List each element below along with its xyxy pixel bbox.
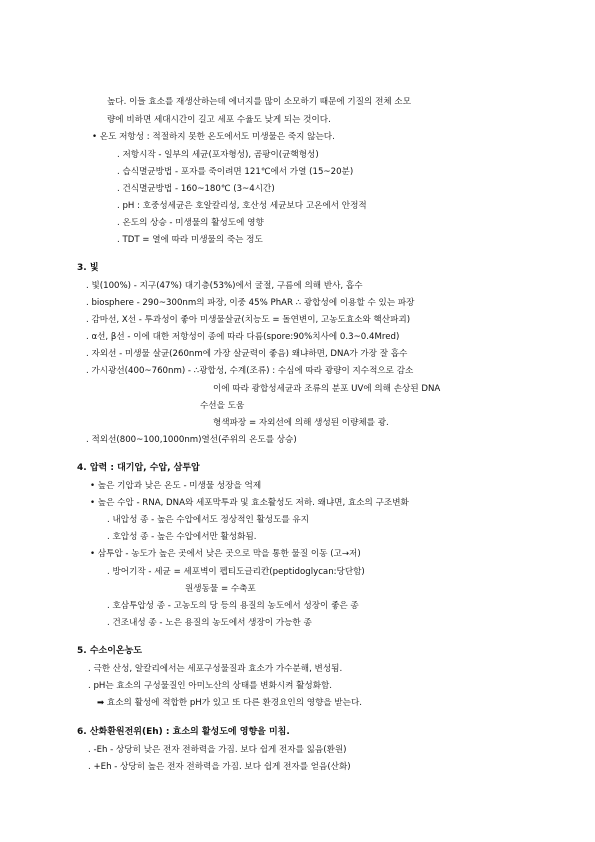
sub-item: . 빛(100%) - 지구(47%) 대기층(53%)에서 굴절, 구름에 의해 반사, 흡수	[86, 281, 363, 291]
sub-item: . 적외선(800~100,1000nm)열선(주위의 온도를 상승)	[86, 435, 297, 445]
bullet-item: • 높은 기압과 낮은 온도 - 미생물 성장을 억제	[90, 481, 262, 491]
sub-item: . biosphere - 290~300nm의 파장, 이중 45% PhAR ∴ 광합성에 이용할 수 있는 파장	[86, 298, 415, 308]
section-heading: 3. 빛	[77, 263, 99, 273]
section-heading: 4. 압력 : 대기압, 수압, 삼투압	[77, 463, 200, 473]
sub-item: . +Eh - 상당히 높은 전자 전하력을 가짐. 보다 쉽게 전자를 얻음(산화)	[88, 762, 351, 772]
sub-item: ➡ 효소의 활성에 적합한 pH가 있고 또 다른 환경요인의 영향을 받는다.	[97, 698, 363, 708]
sub-item: . 자외선 - 미생물 살균(260nm에 가장 살균력이 좋음) 왜냐하면, DNA가 가장 잘 흡수	[86, 349, 408, 359]
sub-item: . 건조내성 종 - 노은 용질의 농도에서 생장이 가능한 종	[107, 618, 312, 628]
sub-item: . TDT = 열에 따라 미생물의 죽는 정도	[117, 235, 263, 245]
bullet-item: • 온도 저항성 : 적절하지 못한 온도에서도 미생물은 죽지 않는다.	[92, 132, 335, 142]
sub-item: . 내압성 종 - 높은 수압에서도 정상적인 활성도를 유지	[107, 515, 310, 525]
sub-item: . -Eh - 상당히 낮은 전자 전하력을 가짐. 보다 쉽게 전자를 잃음(환원)	[88, 745, 347, 755]
bullet-item: • 높은 수압 - RNA, DNA와 세포막투과 및 효소활성도 저하. 왜냐면, 효소의 구조변화	[90, 498, 409, 508]
section-heading: 5. 수소이온농도	[77, 646, 142, 656]
sub-item: . 저항시작 - 일부의 세균(포자형성), 곰팡이(균핵형성)	[117, 150, 319, 160]
sub-item: . 가시광선(400~760nm) - ∴광합성, 수계(조류) : 수심에 따라 광량이 지수적으로 감소	[86, 366, 414, 376]
sub-item: . 습식멸균방법 - 포자를 죽이려면 121℃에서 가열 (15~20분)	[117, 167, 354, 177]
sub-item: . 호삼투압성 종 - 고농도의 당 등의 용질의 농도에서 성장이 좋은 종	[107, 601, 359, 611]
section-heading: 6. 산화환원전위(Eh) : 효소의 활성도에 영향을 미침.	[77, 727, 290, 737]
sub-item: . α선, β선 - 이에 대한 저항성이 종에 따라 다름(spore:90%치사에 0.3~0.4Mred)	[86, 332, 400, 342]
sub-item: . 건식멸균방법 - 160~180℃ (3~4시간)	[117, 184, 275, 194]
sub-item: . 감마선, X선 - 투과성이 좋아 미생물살균(치능도 = 돌연변이, 고농도효소와 핵산파괴)	[86, 315, 411, 325]
sub-item: . 호압성 종 - 높은 수압에서만 활성화됨.	[107, 532, 257, 542]
bullet-item: • 삼투압 - 농도가 높은 곳에서 낮은 곳으로 막을 통한 물질 이동 (고→저)	[90, 549, 361, 559]
continuation-line: 수선을 도움	[200, 401, 245, 411]
sub-item: . pH : 호중성세균은 호알칼리성, 호산성 세균보다 고온에서 안정적	[117, 201, 367, 211]
body-text-line: 높다. 이들 효소를 재생산하는데 에너지를 많이 소모하기 때문에 기질의 전체 소모	[107, 97, 412, 107]
sub-item: . pH는 효소의 구성물질인 아미노산의 상태를 변화시켜 활성화함.	[88, 681, 333, 691]
sub-item: . 극한 산성, 알칼리에서는 세포구성물질과 효소가 가수분해, 변성됨.	[88, 664, 343, 674]
sub-item: . 온도의 상승 - 미생물의 활성도에 영향	[117, 218, 264, 228]
body-text-line: 량에 비하면 세대시간이 길고 세포 수율도 낮게 되는 것이다.	[107, 115, 331, 125]
sub-item: . 방어기작 - 세균 = 세포벽이 펩티도글리칸(peptidoglycan:당단함)	[107, 567, 365, 577]
continuation-line: 원생동물 = 수축포	[185, 584, 256, 594]
continuation-line: 이에 따라 광합성세균과 조류의 분포 UV에 의해 손상된 DNA	[213, 384, 441, 394]
continuation-line: 형색파장 = 자외선에 의해 생성된 이량체를 광.	[213, 418, 389, 428]
